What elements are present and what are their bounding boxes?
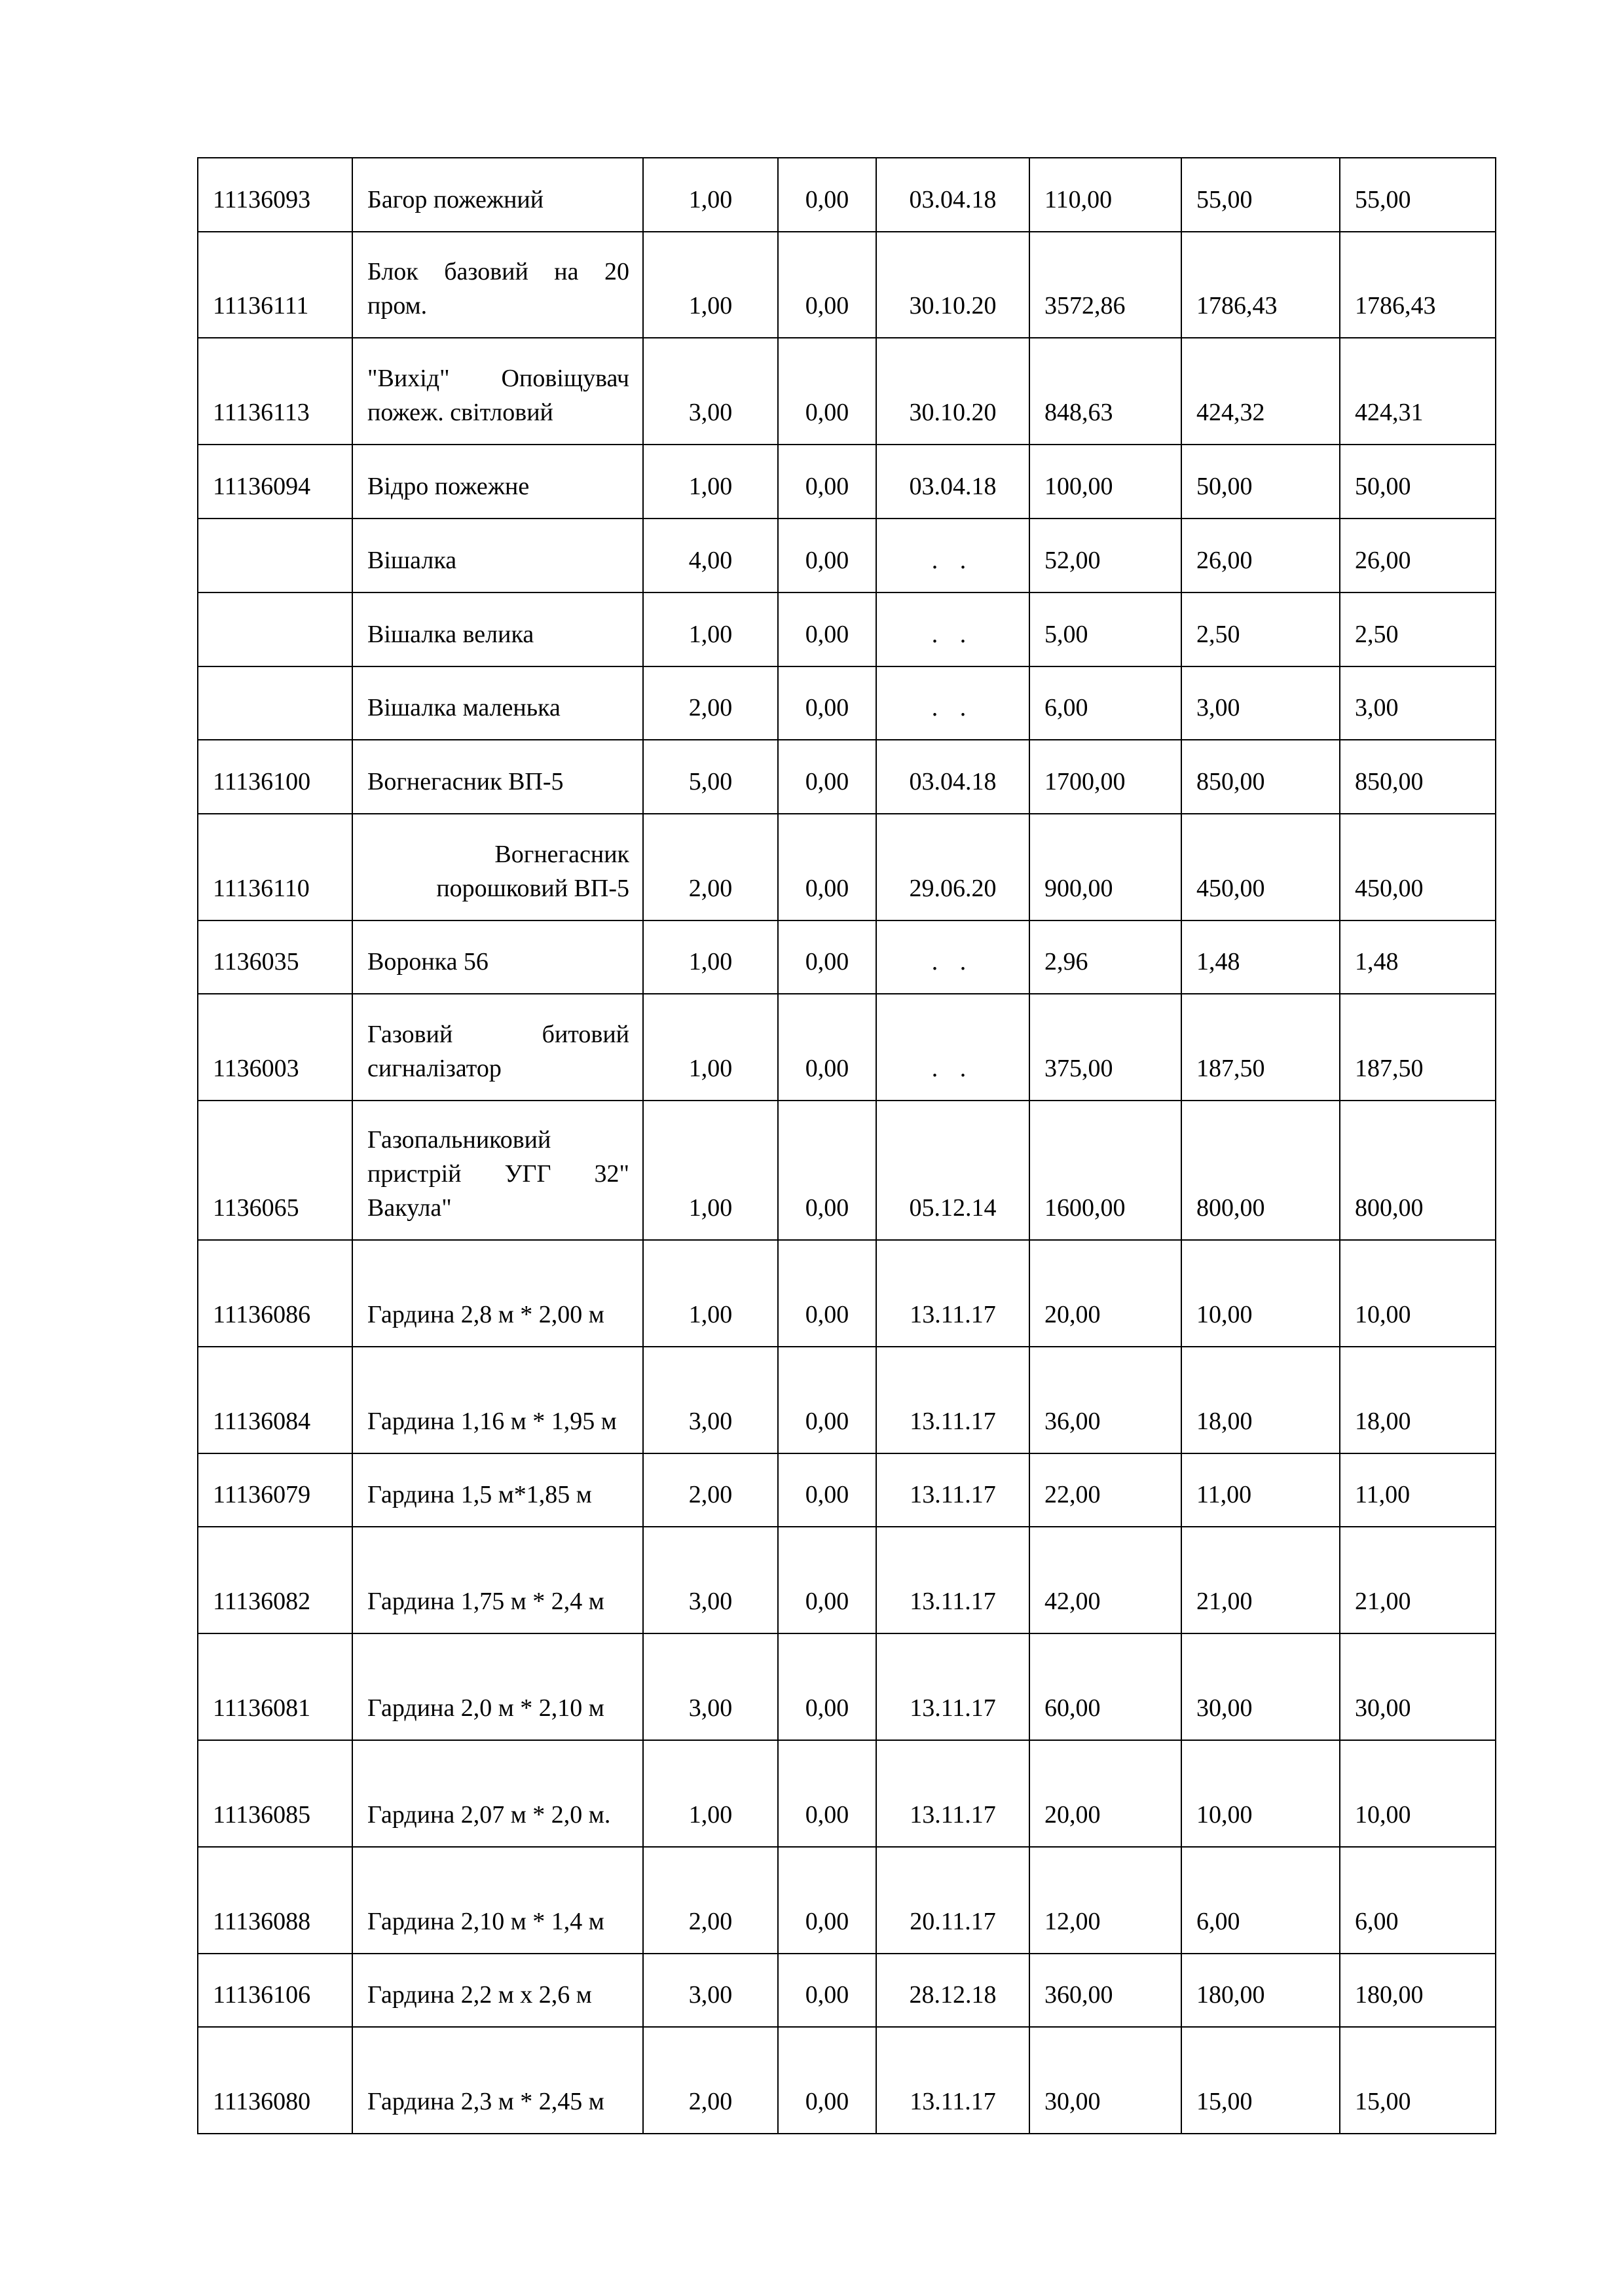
cell-residual-value: 15,00: [1340, 2027, 1496, 2134]
cell-depreciation: 850,00: [1181, 740, 1340, 814]
cell-zero-value: 0,00: [778, 1101, 876, 1240]
table-row: [198, 1347, 1496, 1453]
cell-quantity: 3,00: [643, 1954, 778, 2027]
table-row: [198, 1954, 1496, 2027]
cell-total-cost: 30,00: [1029, 2027, 1181, 2134]
cell-date: 03.04.18: [876, 445, 1029, 519]
cell-residual-value: 55,00: [1340, 158, 1496, 232]
cell-item-name: Гардина 1,16 м * 1,95 м: [352, 1347, 643, 1453]
cell-total-cost: 360,00: [1029, 1954, 1181, 2027]
cell-inventory-code: [198, 519, 352, 592]
table-row: [198, 158, 1496, 232]
cell-depreciation: 2,50: [1181, 592, 1340, 666]
table-row: [198, 2027, 1496, 2134]
cell-depreciation: 187,50: [1181, 994, 1340, 1101]
cell-total-cost: 1700,00: [1029, 740, 1181, 814]
cell-date: 03.04.18: [876, 158, 1029, 232]
date-placeholder: . .: [931, 948, 974, 975]
cell-quantity: 3,00: [643, 1527, 778, 1633]
cell-depreciation: 26,00: [1181, 519, 1340, 592]
cell-item-name: Гардина 1,75 м * 2,4 м: [352, 1527, 643, 1633]
cell-residual-value: 11,00: [1340, 1453, 1496, 1527]
cell-item-name: Газопальниковий пристрій УГГ 32" Вакула": [352, 1101, 643, 1240]
cell-depreciation: 800,00: [1181, 1101, 1340, 1240]
cell-date: 13.11.17: [876, 1347, 1029, 1453]
cell-zero-value: 0,00: [778, 519, 876, 592]
cell-depreciation: 6,00: [1181, 1847, 1340, 1954]
cell-depreciation: 450,00: [1181, 814, 1340, 920]
cell-zero-value: 0,00: [778, 1453, 876, 1527]
cell-item-name: Багор пожежний: [352, 158, 643, 232]
cell-date: 30.10.20: [876, 338, 1029, 445]
cell-item-name: Газовий битовий сигналізатор: [352, 994, 643, 1101]
cell-quantity: 3,00: [643, 1633, 778, 1740]
table-row: [198, 1740, 1496, 1847]
table-row: [198, 445, 1496, 519]
cell-item-name: Гардина 2,3 м * 2,45 м: [352, 2027, 643, 2134]
inventory-table: [197, 157, 1496, 2134]
cell-quantity: 1,00: [643, 920, 778, 994]
cell-quantity: 1,00: [643, 592, 778, 666]
cell-inventory-code: 11136093: [198, 158, 352, 232]
cell-depreciation: 30,00: [1181, 1633, 1340, 1740]
cell-zero-value: 0,00: [778, 920, 876, 994]
cell-zero-value: 0,00: [778, 592, 876, 666]
cell-residual-value: 2,50: [1340, 592, 1496, 666]
cell-inventory-code: 11136106: [198, 1954, 352, 2027]
cell-residual-value: 180,00: [1340, 1954, 1496, 2027]
table-row: [198, 740, 1496, 814]
cell-inventory-code: 11136086: [198, 1240, 352, 1347]
cell-date: 13.11.17: [876, 1633, 1029, 1740]
table-row: [198, 1633, 1496, 1740]
cell-quantity: 3,00: [643, 1347, 778, 1453]
cell-item-name: Відро пожежне: [352, 445, 643, 519]
cell-zero-value: 0,00: [778, 232, 876, 338]
cell-quantity: 2,00: [643, 1453, 778, 1527]
cell-quantity: 1,00: [643, 994, 778, 1101]
cell-residual-value: 800,00: [1340, 1101, 1496, 1240]
cell-inventory-code: 1136003: [198, 994, 352, 1101]
cell-residual-value: 6,00: [1340, 1847, 1496, 1954]
cell-total-cost: 12,00: [1029, 1847, 1181, 1954]
cell-item-name: Гардина 2,07 м * 2,0 м.: [352, 1740, 643, 1847]
table-row: [198, 1453, 1496, 1527]
cell-depreciation: 10,00: [1181, 1740, 1340, 1847]
cell-quantity: 1,00: [643, 232, 778, 338]
cell-quantity: 1,00: [643, 445, 778, 519]
cell-quantity: 2,00: [643, 1847, 778, 1954]
cell-item-name: Вогнегасник порошковий ВП-5: [352, 814, 643, 920]
cell-residual-value: 450,00: [1340, 814, 1496, 920]
cell-date: 13.11.17: [876, 2027, 1029, 2134]
cell-total-cost: 5,00: [1029, 592, 1181, 666]
cell-total-cost: 2,96: [1029, 920, 1181, 994]
cell-residual-value: 18,00: [1340, 1347, 1496, 1453]
cell-item-name: Вішалка маленька: [352, 666, 643, 740]
cell-item-name: Воронка 56: [352, 920, 643, 994]
cell-inventory-code: 11136088: [198, 1847, 352, 1954]
cell-zero-value: 0,00: [778, 1740, 876, 1847]
cell-residual-value: 30,00: [1340, 1633, 1496, 1740]
cell-zero-value: 0,00: [778, 2027, 876, 2134]
cell-item-name: Гардина 2,8 м * 2,00 м: [352, 1240, 643, 1347]
table-row: [198, 1240, 1496, 1347]
table-row: [198, 232, 1496, 338]
cell-depreciation: 18,00: [1181, 1347, 1340, 1453]
cell-depreciation: 55,00: [1181, 158, 1340, 232]
cell-quantity: 1,00: [643, 158, 778, 232]
cell-zero-value: 0,00: [778, 1847, 876, 1954]
table-row: [198, 1527, 1496, 1633]
cell-total-cost: 42,00: [1029, 1527, 1181, 1633]
table-row: [198, 1101, 1496, 1240]
cell-quantity: 1,00: [643, 1240, 778, 1347]
date-placeholder: . .: [931, 694, 974, 721]
cell-residual-value: 187,50: [1340, 994, 1496, 1101]
cell-item-name: Гардина 2,10 м * 1,4 м: [352, 1847, 643, 1954]
cell-item-name: Гардина 2,0 м * 2,10 м: [352, 1633, 643, 1740]
cell-item-name: "Вихід" Оповіщувач пожеж. світловий: [352, 338, 643, 445]
cell-date: 13.11.17: [876, 1740, 1029, 1847]
cell-residual-value: 424,31: [1340, 338, 1496, 445]
cell-item-name: Блок базовий на 20 пром.: [352, 232, 643, 338]
cell-inventory-code: 11136100: [198, 740, 352, 814]
cell-date: 28.12.18: [876, 1954, 1029, 2027]
cell-item-name: Гардина 2,2 м х 2,6 м: [352, 1954, 643, 2027]
cell-zero-value: 0,00: [778, 445, 876, 519]
cell-zero-value: 0,00: [778, 1954, 876, 2027]
cell-residual-value: 3,00: [1340, 666, 1496, 740]
cell-zero-value: 0,00: [778, 740, 876, 814]
cell-depreciation: 50,00: [1181, 445, 1340, 519]
cell-zero-value: 0,00: [778, 1527, 876, 1633]
cell-total-cost: 110,00: [1029, 158, 1181, 232]
table-row: [198, 666, 1496, 740]
cell-item-name: Вогнегасник ВП-5: [352, 740, 643, 814]
cell-total-cost: 60,00: [1029, 1633, 1181, 1740]
cell-residual-value: 10,00: [1340, 1240, 1496, 1347]
cell-quantity: 5,00: [643, 740, 778, 814]
cell-inventory-code: 11136081: [198, 1633, 352, 1740]
cell-date: 13.11.17: [876, 1527, 1029, 1633]
cell-date: [876, 994, 1029, 1101]
cell-depreciation: 424,32: [1181, 338, 1340, 445]
cell-depreciation: 15,00: [1181, 2027, 1340, 2134]
cell-zero-value: 0,00: [778, 1240, 876, 1347]
cell-residual-value: 850,00: [1340, 740, 1496, 814]
cell-depreciation: 11,00: [1181, 1453, 1340, 1527]
cell-total-cost: 375,00: [1029, 994, 1181, 1101]
cell-total-cost: 20,00: [1029, 1240, 1181, 1347]
cell-date: [876, 666, 1029, 740]
table-row: [198, 920, 1496, 994]
cell-total-cost: 1600,00: [1029, 1101, 1181, 1240]
table-row: [198, 814, 1496, 920]
cell-total-cost: 22,00: [1029, 1453, 1181, 1527]
cell-zero-value: 0,00: [778, 666, 876, 740]
cell-quantity: 1,00: [643, 1101, 778, 1240]
cell-residual-value: 50,00: [1340, 445, 1496, 519]
cell-inventory-code: 11136084: [198, 1347, 352, 1453]
cell-date: 20.11.17: [876, 1847, 1029, 1954]
cell-inventory-code: 1136035: [198, 920, 352, 994]
cell-quantity: 1,00: [643, 1740, 778, 1847]
cell-residual-value: 26,00: [1340, 519, 1496, 592]
cell-date: 30.10.20: [876, 232, 1029, 338]
cell-zero-value: 0,00: [778, 338, 876, 445]
cell-zero-value: 0,00: [778, 814, 876, 920]
cell-residual-value: 21,00: [1340, 1527, 1496, 1633]
cell-total-cost: 6,00: [1029, 666, 1181, 740]
cell-quantity: 3,00: [643, 338, 778, 445]
cell-depreciation: 10,00: [1181, 1240, 1340, 1347]
cell-total-cost: 20,00: [1029, 1740, 1181, 1847]
table-row: [198, 1847, 1496, 1954]
table-row: [198, 592, 1496, 666]
cell-item-name: Вішалка: [352, 519, 643, 592]
table-row: [198, 519, 1496, 592]
cell-inventory-code: 11136079: [198, 1453, 352, 1527]
cell-inventory-code: [198, 592, 352, 666]
cell-total-cost: 848,63: [1029, 338, 1181, 445]
cell-total-cost: 100,00: [1029, 445, 1181, 519]
cell-item-name: Вішалка велика: [352, 592, 643, 666]
cell-item-name: Гардина 1,5 м*1,85 м: [352, 1453, 643, 1527]
cell-inventory-code: 1136065: [198, 1101, 352, 1240]
cell-zero-value: 0,00: [778, 1347, 876, 1453]
date-placeholder: . .: [931, 547, 974, 574]
cell-depreciation: 180,00: [1181, 1954, 1340, 2027]
table-row: [198, 338, 1496, 445]
cell-inventory-code: 11136111: [198, 232, 352, 338]
cell-zero-value: 0,00: [778, 994, 876, 1101]
cell-date: [876, 592, 1029, 666]
cell-zero-value: 0,00: [778, 158, 876, 232]
cell-depreciation: 1,48: [1181, 920, 1340, 994]
cell-inventory-code: 11136110: [198, 814, 352, 920]
cell-residual-value: 10,00: [1340, 1740, 1496, 1847]
cell-zero-value: 0,00: [778, 1633, 876, 1740]
cell-date: 13.11.17: [876, 1240, 1029, 1347]
cell-quantity: 2,00: [643, 666, 778, 740]
cell-date: 05.12.14: [876, 1101, 1029, 1240]
cell-quantity: 2,00: [643, 814, 778, 920]
cell-total-cost: 3572,86: [1029, 232, 1181, 338]
cell-date: 13.11.17: [876, 1453, 1029, 1527]
cell-inventory-code: 11136080: [198, 2027, 352, 2134]
cell-date: [876, 519, 1029, 592]
cell-inventory-code: 11136082: [198, 1527, 352, 1633]
cell-inventory-code: [198, 666, 352, 740]
cell-residual-value: 1786,43: [1340, 232, 1496, 338]
cell-inventory-code: 11136094: [198, 445, 352, 519]
table-row: [198, 994, 1496, 1101]
cell-depreciation: 21,00: [1181, 1527, 1340, 1633]
cell-depreciation: 1786,43: [1181, 232, 1340, 338]
cell-date: 29.06.20: [876, 814, 1029, 920]
cell-inventory-code: 11136113: [198, 338, 352, 445]
cell-quantity: 2,00: [643, 2027, 778, 2134]
cell-quantity: 4,00: [643, 519, 778, 592]
cell-date: [876, 920, 1029, 994]
cell-total-cost: 900,00: [1029, 814, 1181, 920]
cell-total-cost: 52,00: [1029, 519, 1181, 592]
date-placeholder: . .: [931, 1055, 974, 1082]
cell-total-cost: 36,00: [1029, 1347, 1181, 1453]
cell-depreciation: 3,00: [1181, 666, 1340, 740]
date-placeholder: . .: [931, 621, 974, 648]
cell-date: 03.04.18: [876, 740, 1029, 814]
inventory-table-body: [198, 158, 1496, 2134]
cell-residual-value: 1,48: [1340, 920, 1496, 994]
cell-inventory-code: 11136085: [198, 1740, 352, 1847]
